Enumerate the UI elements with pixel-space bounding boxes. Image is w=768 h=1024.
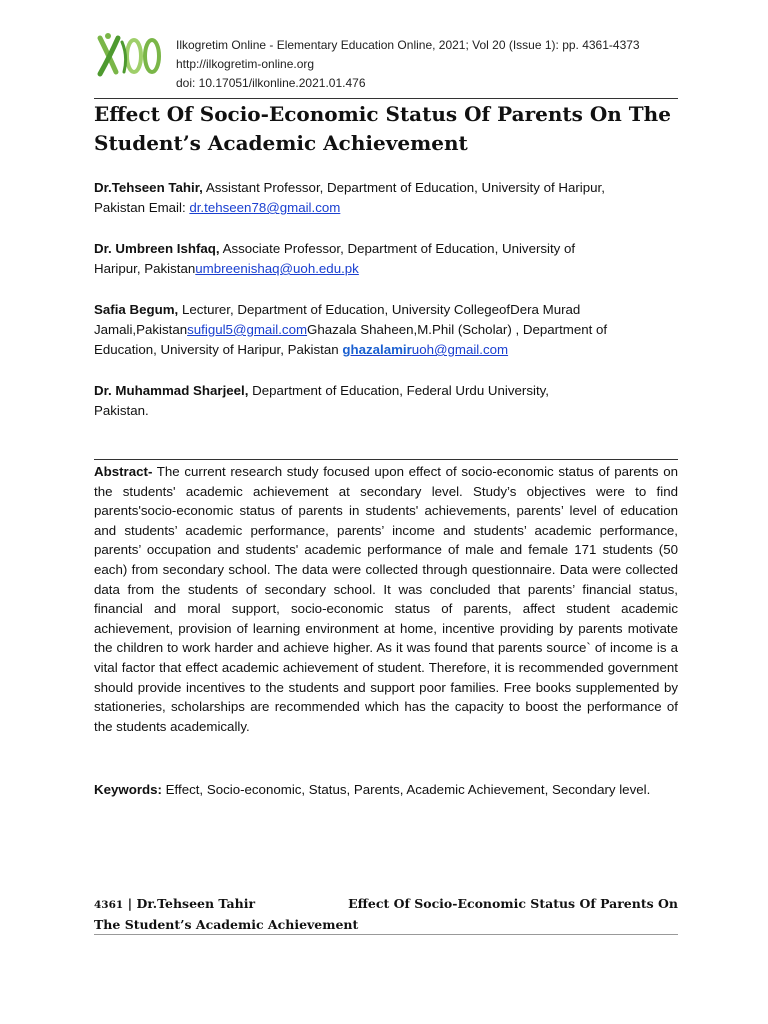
journal-meta	[176, 36, 640, 93]
author-entry: Dr. Umbreen Ishfaq, Associate Professor, Department of Education, University of Haripur, Pakistanumbreenishaq@uoh.edu.pk	[94, 241, 576, 276]
journal-citation: Ilkogretim Online - Elementary Education Online, 2021; Vol 20 (Issue 1): pp. 4361-4373	[176, 38, 640, 52]
keywords-text: Effect, Socio-economic, Status, Parents, Academic Achievement, Secondary level.	[161, 782, 651, 797]
author-email-link[interactable]: umbreenishaq@uoh.edu.pk	[195, 261, 359, 276]
author-entry: Safia Begum, Lecturer, Department of Education, University CollegeofDera Murad Jamali,Pakistansufigul5@gmail.comGhazala Shaheen,M.Phil (Scholar) , Department of Education, University of Haripur, Pakistan ghazalamiruoh@gmail.com	[94, 302, 608, 357]
keywords	[94, 780, 678, 800]
author-name: Dr. Umbreen Ishfaq,	[94, 241, 220, 256]
author-name: Dr.Tehseen Tahir,	[94, 180, 203, 195]
author-entry: Dr.Tehseen Tahir, Assistant Professor, Department of Education, University of Haripur, Pakistan Email: dr.tehseen78@gmail.com	[94, 180, 605, 215]
author-email-link[interactable]: dr.tehseen78@gmail.com	[189, 200, 341, 215]
abstract-text: The current research study focused upon effect of socio-economic status of parents on the students' academic achievement at secondary level. Study’s objectives were to find parents'socio-economic status of parents in students' achievements, parents’ level of education and students’ academic performance, parents’ income and students’ academic performance, parents’ occupation and students' academic performance of male and female 171 students (50 each) from secondary school. The data were collected through questionnaire. Data were collected data from the students of secondary school. It was concluded that parents’ financial status, financial and moral support, socio-economic status of parents, affect student academic achievement, provision of learning environment at home, incentive providing by parents motivate the children to work harder and achieve higher. As it was found that parents source` of income is a vital factor that effect academic achievement of student. Therefore, it is recommended government should provide incentives to the students and support poor families. Free books supplemented by stationeries, scholarships are recommended which has the capacity to boost the performance of the students academically.	[94, 464, 678, 734]
paper-title: Effect Of Socio-Economic Status Of Parents On The Student’s Academic Achievement	[94, 102, 671, 155]
author-list	[94, 178, 678, 442]
footer-author: Dr.Tehseen Tahir	[136, 896, 256, 911]
author-name: Dr. Muhammad Sharjeel,	[94, 383, 249, 398]
author-entry: Dr. Muhammad Sharjeel, Department of Education, Federal Urdu University, Pakistan.	[94, 383, 549, 418]
footer-left: 4361 | Dr.Tehseen Tahir	[94, 896, 256, 911]
page-footer	[94, 894, 678, 934]
journal-header	[94, 30, 678, 96]
author-email-link[interactable]: ghazalamiruoh@gmail.com	[342, 342, 509, 357]
page-number: 4361	[94, 899, 124, 911]
abstract	[94, 462, 678, 736]
journal-doi: doi: 10.17051/ilkonline.2021.01.476	[176, 76, 366, 90]
header-divider	[94, 98, 678, 99]
abstract-divider	[94, 459, 678, 460]
footer-title-part2: The Student’s Academic Achievement	[94, 917, 359, 932]
abstract-label: Abstract-	[94, 464, 153, 479]
author-name: Safia Begum,	[94, 302, 179, 317]
author-email-link[interactable]: sufigul5@gmail.com	[187, 322, 308, 337]
footer-divider	[94, 934, 678, 935]
journal-url: http://ilkogretim-online.org	[176, 57, 315, 71]
keywords-label: Keywords:	[94, 782, 162, 797]
journal-logo-icon	[94, 30, 166, 80]
footer-title-part1: Effect Of Socio-Economic Status Of Parents On	[348, 896, 678, 911]
